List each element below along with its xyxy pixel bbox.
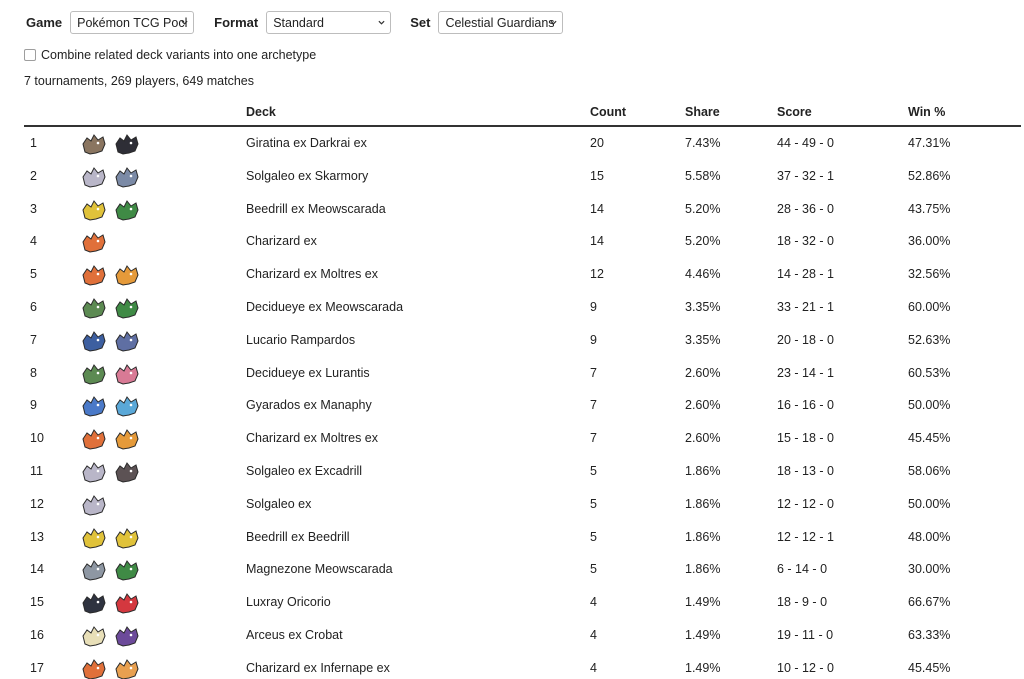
column-header-share[interactable]: Share <box>685 105 720 119</box>
count-cell: 14 <box>590 234 604 249</box>
rank-cell: 17 <box>30 660 44 675</box>
column-header-score[interactable]: Score <box>777 105 812 119</box>
count-cell: 12 <box>590 267 604 282</box>
table-body <box>24 127 1021 679</box>
rank-cell: 7 <box>30 332 37 347</box>
rank-cell: 5 <box>30 267 37 282</box>
solgaleo-sprite-icon <box>79 165 109 189</box>
share-cell: 1.86% <box>685 562 721 577</box>
deck-name-link[interactable]: Lucario Rampardos <box>246 332 356 347</box>
deck-sprites <box>79 526 142 550</box>
deck-table <box>24 100 1021 679</box>
count-cell: 5 <box>590 562 597 577</box>
moltres-sprite-icon <box>112 427 142 451</box>
deck-sprites <box>79 657 142 679</box>
share-cell: 3.35% <box>685 332 721 347</box>
set-label: Set <box>410 15 431 30</box>
score-cell: 18 - 9 - 0 <box>777 595 828 610</box>
share-cell: 3.35% <box>685 299 721 314</box>
charizard-sprite-icon <box>79 657 109 679</box>
game-label: Game <box>26 15 63 30</box>
count-cell: 4 <box>590 660 597 675</box>
deck-name-link[interactable]: Gyarados ex Manaphy <box>246 398 372 413</box>
deck-sprites <box>79 329 142 353</box>
crobat-sprite-icon <box>112 624 142 648</box>
score-cell: 12 - 12 - 1 <box>777 529 834 544</box>
win-rate-cell: 32.56% <box>908 267 951 282</box>
deck-name-link[interactable]: Giratina ex Darkrai ex <box>246 136 367 150</box>
share-cell: 5.58% <box>685 168 721 183</box>
table-row[interactable] <box>24 258 1021 291</box>
manaphy-sprite-icon <box>112 394 142 418</box>
deck-name-link[interactable]: Luxray Oricorio <box>246 595 331 610</box>
table-row[interactable] <box>24 357 1021 390</box>
darkrai-sprite-icon <box>112 132 142 156</box>
score-cell: 33 - 21 - 1 <box>777 299 834 314</box>
filter-bar <box>26 11 563 34</box>
win-rate-cell: 58.06% <box>908 463 951 478</box>
score-cell: 20 - 18 - 0 <box>777 332 834 347</box>
rank-cell: 3 <box>30 201 37 216</box>
win-rate-cell: 48.00% <box>908 529 951 544</box>
set-select-value: Celestial Guardians <box>445 15 555 30</box>
table-row[interactable] <box>24 488 1021 521</box>
set-select[interactable] <box>438 11 563 34</box>
meowscarada-sprite-icon <box>112 558 142 582</box>
share-cell: 5.20% <box>685 201 721 216</box>
share-cell: 1.86% <box>685 529 721 544</box>
deck-name-link[interactable]: Magnezone Meowscarada <box>246 562 393 577</box>
format-select[interactable] <box>266 11 391 34</box>
oricorio-sprite-icon <box>112 591 142 615</box>
deck-sprites <box>79 591 142 615</box>
deck-sprites <box>79 198 142 222</box>
deck-name-link[interactable]: Arceus ex Crobat <box>246 627 343 642</box>
count-cell: 14 <box>590 201 604 216</box>
table-row[interactable] <box>24 652 1021 679</box>
share-cell: 4.46% <box>685 267 721 282</box>
rank-cell: 9 <box>30 398 37 413</box>
table-row[interactable] <box>24 225 1021 258</box>
deck-name-link[interactable]: Decidueye ex Lurantis <box>246 365 370 380</box>
win-rate-cell: 30.00% <box>908 562 951 577</box>
deck-name-link[interactable]: Charizard ex <box>246 234 317 249</box>
count-cell: 7 <box>590 398 597 413</box>
deck-sprites <box>79 394 142 418</box>
combine-variants-option[interactable] <box>24 48 316 62</box>
table-row[interactable] <box>24 389 1021 422</box>
win-rate-cell: 66.67% <box>908 595 951 610</box>
share-cell: 2.60% <box>685 365 721 380</box>
count-cell: 4 <box>590 595 597 610</box>
score-cell: 15 - 18 - 0 <box>777 431 834 446</box>
deck-sprites <box>79 362 142 386</box>
share-cell: 1.49% <box>685 627 721 642</box>
luxray-sprite-icon <box>79 591 109 615</box>
deck-name-link[interactable]: Beedrill ex Beedrill <box>246 529 350 544</box>
score-cell: 18 - 32 - 0 <box>777 234 834 249</box>
table-row[interactable] <box>24 160 1021 193</box>
gyarados-sprite-icon <box>79 394 109 418</box>
chevron-down-icon <box>378 19 385 26</box>
deck-sprites <box>79 230 109 254</box>
score-cell: 16 - 16 - 0 <box>777 398 834 413</box>
win-rate-cell: 63.33% <box>908 627 951 642</box>
table-row[interactable] <box>24 324 1021 357</box>
share-cell: 5.20% <box>685 234 721 249</box>
table-row[interactable] <box>24 193 1021 226</box>
share-cell: 7.43% <box>685 136 721 150</box>
deck-sprites <box>79 460 142 484</box>
rank-cell: 15 <box>30 595 44 610</box>
beedrill-sprite-icon <box>112 526 142 550</box>
magnezone-sprite-icon <box>79 558 109 582</box>
deck-sprites <box>79 296 142 320</box>
deck-name-link[interactable]: Solgaleo ex Excadrill <box>246 463 363 478</box>
excadrill-sprite-icon <box>112 460 142 484</box>
chevron-down-icon <box>550 19 557 26</box>
deck-sprites <box>79 165 142 189</box>
infernape-sprite-icon <box>112 657 142 679</box>
rank-cell: 2 <box>30 168 37 183</box>
beedrill-sprite-icon <box>79 198 109 222</box>
table-row[interactable] <box>24 422 1021 455</box>
score-cell: 10 - 12 - 0 <box>777 660 834 675</box>
share-cell: 1.49% <box>685 660 721 675</box>
chevron-down-icon <box>181 19 188 26</box>
rank-cell: 10 <box>30 431 44 446</box>
deck-name-link[interactable]: Solgaleo ex <box>246 496 312 511</box>
count-cell: 4 <box>590 627 597 642</box>
column-header-win[interactable]: Win % <box>908 105 946 119</box>
score-cell: 6 - 14 - 0 <box>777 562 828 577</box>
win-rate-cell: 43.75% <box>908 201 951 216</box>
count-cell: 5 <box>590 463 597 478</box>
rank-cell: 11 <box>30 463 43 478</box>
win-rate-cell: 45.45% <box>908 431 951 446</box>
table-row[interactable] <box>24 291 1021 324</box>
deck-sprites <box>79 132 142 156</box>
win-rate-cell: 50.00% <box>908 496 951 511</box>
game-select-value: Pokémon TCG Pocl <box>77 15 188 30</box>
table-row[interactable] <box>24 521 1021 554</box>
column-header-count[interactable]: Count <box>590 105 627 119</box>
charizard-sprite-icon <box>79 427 109 451</box>
rank-cell: 16 <box>30 627 44 642</box>
meowscarada-sprite-icon <box>112 198 142 222</box>
beedrill-sprite-icon <box>79 526 109 550</box>
deck-name-link[interactable]: Charizard ex Infernape ex <box>246 660 390 675</box>
count-cell: 5 <box>590 496 597 511</box>
count-cell: 7 <box>590 365 597 380</box>
table-row[interactable] <box>24 127 1021 160</box>
meowscarada-sprite-icon <box>112 296 142 320</box>
deck-name-link[interactable]: Charizard ex Moltres ex <box>246 267 378 282</box>
moltres-sprite-icon <box>112 263 142 287</box>
count-cell: 20 <box>590 136 604 150</box>
share-cell: 1.49% <box>685 595 721 610</box>
win-rate-cell: 45.45% <box>908 660 951 675</box>
rank-cell: 12 <box>30 496 44 511</box>
score-cell: 12 - 12 - 0 <box>777 496 834 511</box>
win-rate-cell: 47.31% <box>908 136 951 150</box>
lurantis-sprite-icon <box>112 362 142 386</box>
deck-sprites <box>79 493 109 517</box>
solgaleo-sprite-icon <box>79 493 109 517</box>
deck-name-link[interactable]: Charizard ex Moltres ex <box>246 431 378 446</box>
score-cell: 28 - 36 - 0 <box>777 201 834 216</box>
score-cell: 37 - 32 - 1 <box>777 168 834 183</box>
combine-variants-checkbox[interactable] <box>24 49 36 61</box>
table-row[interactable] <box>24 619 1021 652</box>
count-cell: 15 <box>590 168 604 183</box>
charizard-sprite-icon <box>79 263 109 287</box>
rank-cell: 4 <box>30 234 37 249</box>
rank-cell: 8 <box>30 365 37 380</box>
share-cell: 2.60% <box>685 431 721 446</box>
win-rate-cell: 50.00% <box>908 398 951 413</box>
share-cell: 2.60% <box>685 398 721 413</box>
rampardos-sprite-icon <box>112 329 142 353</box>
share-cell: 1.86% <box>685 496 721 511</box>
decidueye-sprite-icon <box>79 362 109 386</box>
arceus-sprite-icon <box>79 624 109 648</box>
deck-sprites <box>79 624 142 648</box>
score-cell: 23 - 14 - 1 <box>777 365 834 380</box>
count-cell: 7 <box>590 431 597 446</box>
deck-sprites <box>79 558 142 582</box>
charizard-sprite-icon <box>79 230 109 254</box>
count-cell: 9 <box>590 299 597 314</box>
deck-name-link[interactable]: Decidueye ex Meowscarada <box>246 299 404 314</box>
lucario-sprite-icon <box>79 329 109 353</box>
table-row[interactable] <box>24 455 1021 488</box>
count-cell: 9 <box>590 332 597 347</box>
win-rate-cell: 60.00% <box>908 299 951 314</box>
win-rate-cell: 60.53% <box>908 365 951 380</box>
giratina-sprite-icon <box>79 132 109 156</box>
table-row[interactable] <box>24 586 1021 619</box>
count-cell: 5 <box>590 529 597 544</box>
deck-name-link[interactable]: Solgaleo ex Skarmory <box>246 168 369 183</box>
format-select-value: Standard <box>273 15 324 30</box>
rank-cell: 13 <box>30 529 44 544</box>
deck-name-link[interactable]: Beedrill ex Meowscarada <box>246 201 386 216</box>
solgaleo-sprite-icon <box>79 460 109 484</box>
rank-cell: 1 <box>30 136 37 150</box>
combine-variants-label: Combine related deck variants into one archetype <box>41 48 317 62</box>
score-cell: 19 - 11 - 0 <box>777 627 834 642</box>
decidueye-sprite-icon <box>79 296 109 320</box>
game-select[interactable] <box>70 11 194 34</box>
win-rate-cell: 52.86% <box>908 168 951 183</box>
format-label: Format <box>214 15 259 30</box>
score-cell: 14 - 28 - 1 <box>777 267 834 282</box>
skarmory-sprite-icon <box>112 165 142 189</box>
deck-sprites <box>79 427 142 451</box>
table-row[interactable] <box>24 553 1021 586</box>
deck-sprites <box>79 263 142 287</box>
table-header <box>24 100 1021 127</box>
column-header-deck[interactable]: Deck <box>246 105 276 119</box>
score-cell: 44 - 49 - 0 <box>777 136 834 150</box>
rank-cell: 6 <box>30 299 37 314</box>
rank-cell: 14 <box>30 562 44 577</box>
win-rate-cell: 36.00% <box>908 234 951 249</box>
score-cell: 18 - 13 - 0 <box>777 463 834 478</box>
win-rate-cell: 52.63% <box>908 332 951 347</box>
tournament-summary: 7 tournaments, 269 players, 649 matches <box>24 74 254 88</box>
share-cell: 1.86% <box>685 463 721 478</box>
